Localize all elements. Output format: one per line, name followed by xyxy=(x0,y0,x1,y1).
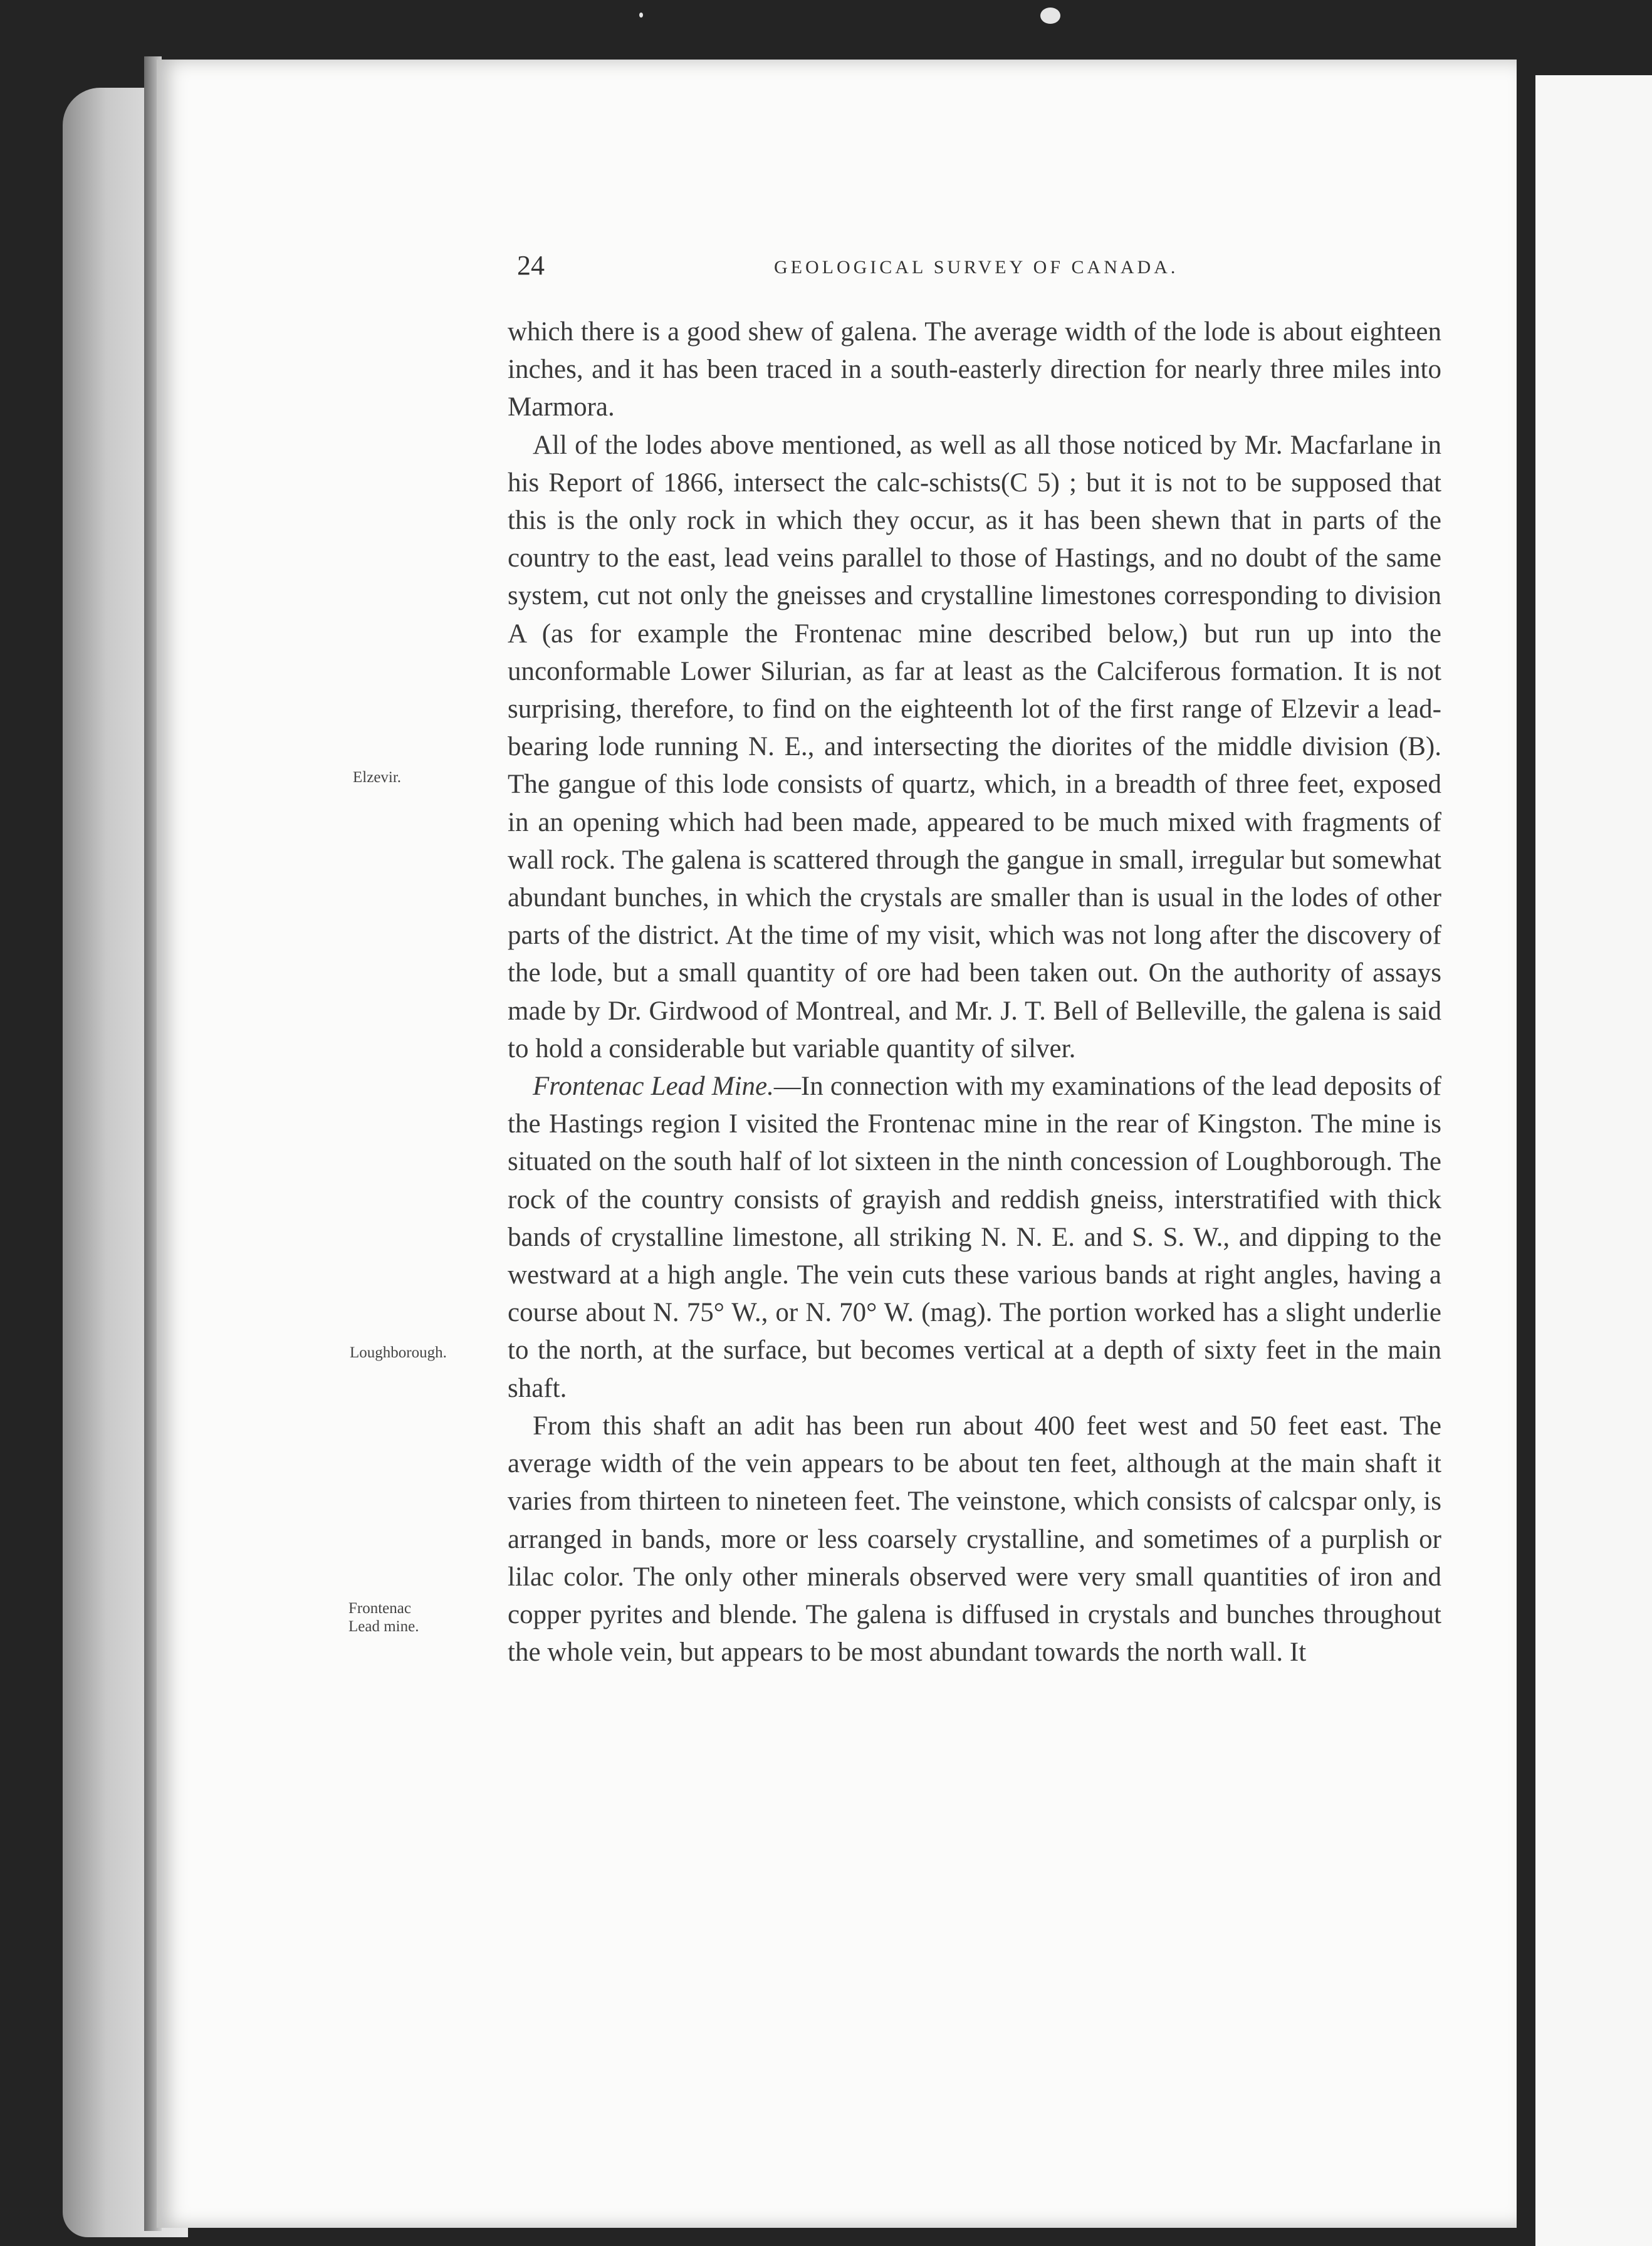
margin-note-line: Lead mine. xyxy=(348,1618,419,1635)
paragraph-2: All of the lodes above mentioned, as well as all those noticed by Mr. Macfarlane in his Report of 1866, intersect the calc-schists(C 5) ; but it is not to be supposed that this is the only rock in which they occur, as it has been shewn that in parts of the country to the east, lead veins parallel to those of Hastings, and no doubt of the same system, cut not only the gneisses and crystalline limestones corresponding to division A (as for example the Frontenac mine described below,) but run up into the unconformable Lower Silurian, as far at least as the Calciferous formation. It is not surprising, therefore, to find on the eighteenth lot of the first range of Elzevir a lead-bearing lode running N. E., and intersecting the diorites of the middle division (B). The gangue of this lode consists of quartz, which, in a breadth of three feet, exposed in an opening which had been made, appeared to be much mixed with fragments of wall rock. The galena is scattered through the gangue in small, irregular but somewhat abundant bunches, in which the crystals are smaller than is usual in the lodes of other parts of the district. At the time of my visit, which was not long after the discovery of the lode, but a small quantity of ore had been taken out. On the authority of assays made by Dr. Girdwood of Montreal, and Mr. J. T. Bell of Belleville, the galena is said to hold a considerable but variable quantity of silver. xyxy=(508,430,1441,1063)
paragraph-3 xyxy=(508,1068,1441,1408)
section-title: Frontenac Lead Mine. xyxy=(533,1072,774,1102)
paragraph-1: which there is a good shew of galena. The average width of the lode is about eighteen inches, and it has been traced in a south-easterly direction for nearly three miles into Marmora. xyxy=(508,317,1441,422)
margin-note-elzevir: Elzevir. xyxy=(353,769,402,786)
margin-note-loughborough: Loughborough. xyxy=(350,1344,447,1361)
dust-speck xyxy=(1040,8,1060,24)
page-number: 24 xyxy=(517,250,545,281)
paragraph-4: From this shaft an adit has been run about 400 feet west and 50 feet east. The average width of the vein appears to be about ten feet, although at the main shaft it varies from thirteen to nineteen feet. The veinstone, which consists of calcspar only, is arranged in bands, more or less coarsely crystalline, and sometimes of a purplish or lilac color. The only other minerals observed were very small quantities of iron and copper pyrites and blende. The galena is diffused in crystals and bunches throughout the whole vein, but appears to be most abundant towards the north wall. It xyxy=(508,1411,1441,1668)
page-header xyxy=(517,249,1441,287)
dust-speck xyxy=(639,13,643,18)
margin-note-frontenac xyxy=(348,1599,419,1636)
paragraph-3-text: —In connection with my examinations of the lead deposits of the Hastings region I visited the Frontenac mine in the rear of Kingston. The mine is situated on the south half of lot sixteen in the ninth concession of Loughborough. The rock of the country consists of grayish and reddish gneiss, interstratified with thick bands of crystalline limestone, all striking N. N. E. and S. S. W., and dipping to the westward at a high angle. The vein cuts these various bands at right angles, having a course about N. 75° W., or N. 70° W. (mag). The portion worked has a slight underlie to the north, at the surface, but becomes vertical at a depth of sixty feet in the main shaft. xyxy=(508,1072,1441,1403)
facing-page xyxy=(1535,75,1652,2246)
body-text xyxy=(508,313,1441,1671)
running-head: GEOLOGICAL SURVEY OF CANADA. xyxy=(774,257,1179,278)
margin-note-line: Frontenac xyxy=(348,1600,411,1617)
